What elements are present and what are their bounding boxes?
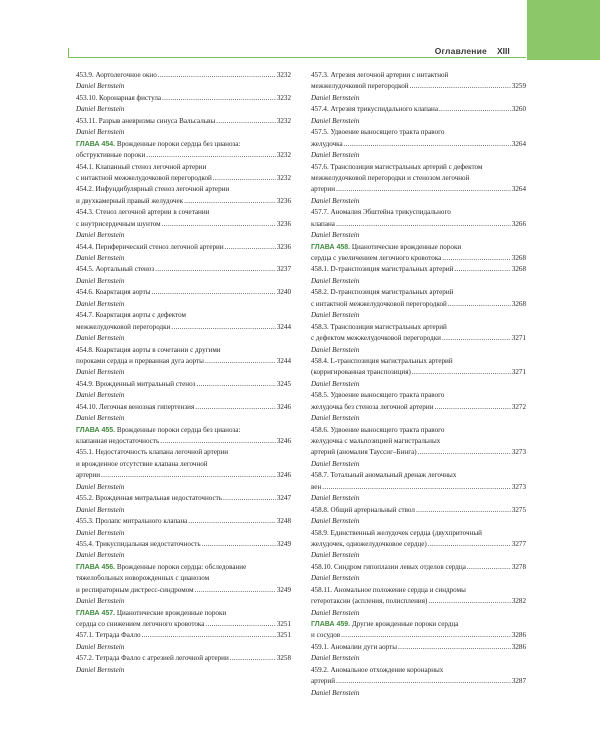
toc-page-number: 3286 xyxy=(511,642,526,651)
toc-text-line: 454.8. Коарктация аорты в сочетании с другими xyxy=(76,345,221,354)
toc-entry-title: с дефектом межжелудочковой перегородки xyxy=(311,334,441,343)
toc-author: Daniel Bernstein xyxy=(311,231,360,240)
toc-entry-title: желудочка без стеноза легочной артерии xyxy=(311,402,434,411)
toc-page-number: 3268 xyxy=(511,299,526,308)
chapter-label: ГЛАВА 458. xyxy=(311,243,351,251)
toc-page-number: 3259 xyxy=(511,82,526,91)
toc-entry-title: 454.5. Аортальный стеноз xyxy=(76,265,155,274)
toc-entry-title: желудочка xyxy=(311,139,343,148)
toc-author: Daniel Bernstein xyxy=(76,231,125,240)
toc-entry-title: с интактной межжелудочковой перегородкой xyxy=(76,173,212,182)
chapter-title: Цианотические врожденные пороки xyxy=(351,242,462,251)
toc-entry[interactable] xyxy=(76,539,291,550)
toc-author: Daniel Bernstein xyxy=(311,345,360,354)
toc-entry[interactable] xyxy=(76,70,291,81)
toc-text-line: 455.1. Недостаточность клапана легочной артерии xyxy=(76,448,228,457)
toc-page-number: 3232 xyxy=(276,71,291,79)
toc-entry-title: артерий xyxy=(311,677,335,686)
toc-entry[interactable] xyxy=(311,81,526,92)
toc-entry[interactable] xyxy=(311,219,526,230)
toc-entry-title: 453.10. Коронарная фистула xyxy=(76,93,162,102)
toc-text-line: 454.1. Клапанный стеноз легочной артерии xyxy=(76,162,207,171)
toc-author: Daniel Bernstein xyxy=(76,128,125,137)
toc-text-line: 454.2. Инфундибулярный стеноз легочной артерии xyxy=(76,185,230,194)
toc-page-number: 3251 xyxy=(276,620,291,628)
toc-entry-title: 454.10. Легочная венозная гипертензия xyxy=(76,402,195,411)
toc-entry[interactable] xyxy=(311,367,526,378)
toc-entry-title: 455.4. Трикуспидальная недостаточность xyxy=(76,539,201,548)
toc-page-number: 3282 xyxy=(511,597,526,606)
toc-leader-dots xyxy=(223,493,276,504)
page-header xyxy=(0,0,600,70)
toc-author: Daniel Bernstein xyxy=(76,334,125,343)
toc-text-line: 458.5. Удвоение выносящего тракта правого xyxy=(311,391,445,400)
toc-leader-dots xyxy=(418,447,511,458)
toc-entry-title: 455.3. Пролапс митрального клапана xyxy=(76,517,188,526)
toc-entry[interactable] xyxy=(311,184,526,195)
toc-text-line: тяжелобольных новорожденных с цианозом xyxy=(76,574,210,583)
toc-text-line: 457.3. Атрезия легочной артерии с интактной xyxy=(311,71,449,79)
toc-chapter-heading xyxy=(76,139,291,150)
toc-entry[interactable] xyxy=(76,402,291,413)
toc-page-number: 3249 xyxy=(276,539,291,548)
toc-text-line: 458.6. Удвоение выносящего тракта правого xyxy=(311,425,445,434)
header-title: Оглавление xyxy=(434,46,487,56)
header-divider xyxy=(68,57,526,58)
toc-author: Daniel Bernstein xyxy=(311,196,360,205)
toc-author: Daniel Bernstein xyxy=(311,494,360,503)
toc-author: Daniel Bernstein xyxy=(311,688,360,697)
toc-leader-dots xyxy=(142,630,276,641)
toc-page-number: 3266 xyxy=(511,219,526,228)
toc-author: Daniel Bernstein xyxy=(76,597,125,606)
toc-leader-dots xyxy=(213,173,276,184)
toc-leader-dots xyxy=(398,642,511,653)
toc-chapter-heading xyxy=(311,242,526,253)
toc-entry-title: 458.8. Общий артериальный ствол xyxy=(311,505,415,514)
toc-author: Daniel Bernstein xyxy=(311,608,360,617)
toc-entry-title: вен xyxy=(311,482,322,491)
toc-leader-dots xyxy=(158,70,276,81)
toc-author: Daniel Bernstein xyxy=(76,665,125,674)
chapter-label: ГЛАВА 459. xyxy=(311,621,351,628)
toc-entry[interactable] xyxy=(311,253,526,264)
toc-leader-dots xyxy=(336,184,511,195)
toc-page-number: 3271 xyxy=(511,334,526,343)
toc-author: Daniel Bernstein xyxy=(311,93,360,102)
toc-entry[interactable] xyxy=(76,116,291,127)
toc-text-line: 458.4. L-транспозиция магистральных артерий xyxy=(311,356,453,365)
chapter-title: Другие врожденные пороки сердца xyxy=(351,620,459,628)
toc-column-right xyxy=(311,70,526,699)
toc-leader-dots xyxy=(442,253,511,264)
toc-page-number: 3286 xyxy=(511,631,526,640)
toc-author: Daniel Bernstein xyxy=(76,299,125,308)
toc-entry-title: артерии xyxy=(311,185,335,194)
toc-text-line: 454.3. Стеноз легочной артерии в сочетании xyxy=(76,208,210,217)
toc-entry-title: желудочек, одножелудочковое сердце) xyxy=(311,539,427,548)
toc-entry[interactable] xyxy=(311,596,526,607)
toc-author: Daniel Bernstein xyxy=(76,528,125,537)
toc-page-number: 3275 xyxy=(511,505,526,514)
toc-entry-title: 454.9. Врожденный митральный стеноз xyxy=(76,379,196,388)
toc-text-line: 457.6. Транспозиция магистральных артерий с дефектом xyxy=(311,162,483,171)
toc-page-number: 3264 xyxy=(511,185,526,194)
toc-page-number: 3248 xyxy=(276,517,291,526)
toc-text-line: 458.2. D-транспозиция магистральных артерий xyxy=(311,288,454,297)
toc-text-line: 454.7. Коарктация аорты с дефектом xyxy=(76,311,187,320)
toc-entry[interactable] xyxy=(311,630,526,641)
toc-page-number: 3268 xyxy=(511,254,526,262)
toc-entry[interactable] xyxy=(76,173,291,184)
toc-leader-dots xyxy=(412,367,511,378)
toc-leader-dots xyxy=(322,482,511,493)
toc-entry[interactable] xyxy=(311,402,526,413)
toc-page-number: 3244 xyxy=(276,356,291,365)
toc-entry[interactable] xyxy=(76,322,291,333)
toc-author: Daniel Bernstein xyxy=(76,105,125,114)
toc-leader-dots xyxy=(205,356,276,367)
toc-page-number: 3246 xyxy=(276,471,291,480)
toc-leader-dots xyxy=(171,322,275,333)
toc-leader-dots xyxy=(336,676,511,687)
toc-leader-dots xyxy=(410,81,511,92)
toc-entry-title: 457.4. Атрезия трикуспидального клапана xyxy=(311,105,438,114)
toc-leader-dots xyxy=(162,93,276,104)
toc-page-number: 3246 xyxy=(276,437,291,445)
toc-entry-title: межжелудочковой перегородки xyxy=(76,322,171,331)
toc-leader-dots xyxy=(196,379,275,390)
toc-page-number: 3232 xyxy=(276,173,291,182)
toc-author: Daniel Bernstein xyxy=(311,151,360,160)
toc-leader-dots xyxy=(442,333,511,344)
toc-entry[interactable] xyxy=(311,539,526,550)
toc-author: Daniel Bernstein xyxy=(311,551,360,560)
toc-entry-title: межжелудочковой перегородкой xyxy=(311,82,409,91)
toc-entry-title: и сосудов xyxy=(311,631,341,640)
toc-author: Daniel Bernstein xyxy=(76,276,125,285)
chapter-label: ГЛАВА 457. xyxy=(76,609,116,617)
toc-leader-dots xyxy=(439,104,511,115)
toc-page-number: 3249 xyxy=(276,585,291,594)
toc-entry[interactable] xyxy=(76,436,291,447)
toc-leader-dots xyxy=(454,264,510,275)
toc-text-line: 457.7. Аномалия Эбштейна трикуспидального xyxy=(311,208,451,217)
toc-entry[interactable] xyxy=(311,264,526,275)
toc-entry-title: 459.1. Аномалии дуги аорты xyxy=(311,642,398,651)
toc-text-line: желудочка с мальпозицией магистральных xyxy=(311,437,441,445)
toc-entry[interactable] xyxy=(76,287,291,298)
toc-page-number: 3260 xyxy=(511,105,526,114)
toc-entry[interactable] xyxy=(76,493,291,504)
toc-entry[interactable] xyxy=(311,299,526,310)
toc-page-number: 3287 xyxy=(511,677,526,686)
toc-leader-dots xyxy=(341,630,511,641)
toc-page-number: 3236 xyxy=(276,219,291,228)
toc-entry-title: 457.1. Тетрада Фалло xyxy=(76,631,141,640)
toc-page-number: 3277 xyxy=(511,539,526,548)
toc-author: Daniel Bernstein xyxy=(76,391,125,400)
toc-text-line: 457.5. Удвоение выносящего тракта правого xyxy=(311,128,445,137)
toc-author: Daniel Bernstein xyxy=(76,82,125,91)
toc-page-number: 3273 xyxy=(511,482,526,491)
toc-author: Daniel Bernstein xyxy=(311,276,360,285)
toc-entry-title: клапана xyxy=(311,219,335,228)
toc-text-line: 458.3. Транспозиция магистральных артерий xyxy=(311,322,447,331)
toc-entry[interactable] xyxy=(311,333,526,344)
toc-author: Daniel Bernstein xyxy=(311,517,360,526)
toc-leader-dots xyxy=(101,470,276,481)
toc-page-number: 3244 xyxy=(276,322,291,331)
toc-leader-dots xyxy=(202,539,276,550)
chapter-label: ГЛАВА 455. xyxy=(76,426,116,434)
toc-text-line: межжелудочковой перегородки и стенозом легочной xyxy=(311,173,470,182)
toc-leader-dots xyxy=(195,585,276,596)
toc-leader-dots xyxy=(155,264,276,275)
toc-leader-dots xyxy=(344,139,511,150)
toc-entry[interactable] xyxy=(76,264,291,275)
toc-entry-title: артерии xyxy=(76,471,100,480)
toc-entry-title: 458.10. Синдром гипоплазии левых отделов сердца xyxy=(311,562,466,571)
toc-leader-dots xyxy=(151,287,275,298)
chapter-label: ГЛАВА 456. xyxy=(76,563,116,571)
toc-entry[interactable] xyxy=(311,505,526,516)
toc-author: Daniel Bernstein xyxy=(76,482,125,491)
toc-page-number: 3268 xyxy=(511,265,526,274)
toc-entry-title: сердца с увеличением легочного кровотока xyxy=(311,254,442,262)
toc-entry-title: 457.2. Тетрада Фалло с атрезией легочной артерии xyxy=(76,654,229,663)
toc-text-line: 458.11. Аномальное положение сердца и синдромы xyxy=(311,585,466,594)
toc-entry[interactable] xyxy=(76,356,291,367)
toc-text-line: 458.9. Единственный желудочек сердца (двухприточный xyxy=(311,528,482,537)
toc-entry-title: (корригированная транспозиция) xyxy=(311,368,411,377)
toc-entry[interactable] xyxy=(311,642,526,653)
toc-page-number: 3258 xyxy=(276,654,291,663)
toc-author: Daniel Bernstein xyxy=(76,414,125,423)
toc-page-number: 3273 xyxy=(511,448,526,457)
toc-page-number: 3246 xyxy=(276,402,291,411)
header-page-number: XIII xyxy=(497,46,510,56)
toc-entry-title: 453.11. Разрыв аневризмы синуса Вальсальвы xyxy=(76,116,216,125)
toc-entry[interactable] xyxy=(311,562,526,573)
toc-column-left xyxy=(76,70,291,676)
toc-leader-dots xyxy=(225,242,276,253)
toc-author: Daniel Bernstein xyxy=(311,116,360,125)
toc-entry[interactable] xyxy=(76,470,291,481)
toc-entry-title: артерий (аномалия Тауссиг–Бинга) xyxy=(311,448,417,457)
toc-entry-title: 454.6. Коарктация аорты xyxy=(76,288,151,297)
toc-entry[interactable] xyxy=(76,93,291,104)
toc-page-number: 3247 xyxy=(276,494,291,503)
toc-author: Daniel Bernstein xyxy=(311,459,360,468)
chapter-title: Цианотические врожденные пороки xyxy=(116,608,227,617)
toc-page-number: 3278 xyxy=(511,562,526,571)
toc-author: Daniel Bernstein xyxy=(311,311,360,320)
toc-entry-title: и респираторным дистресс-синдромом xyxy=(76,585,194,594)
toc-leader-dots xyxy=(146,150,276,161)
toc-entry[interactable] xyxy=(76,242,291,253)
toc-entry[interactable] xyxy=(76,516,291,527)
toc-leader-dots xyxy=(428,539,511,550)
toc-page-number: 3237 xyxy=(276,265,291,274)
toc-leader-dots xyxy=(434,402,510,413)
toc-author: Daniel Bernstein xyxy=(311,379,360,388)
chapter-title: Врожденные пороки сердца: обследование xyxy=(116,562,247,571)
toc-entry[interactable] xyxy=(311,447,526,458)
toc-author: Daniel Bernstein xyxy=(76,505,125,514)
toc-entry-title: и двухкамерный правый желудочек xyxy=(76,196,184,205)
toc-leader-dots xyxy=(428,596,510,607)
toc-leader-dots xyxy=(160,436,276,447)
toc-leader-dots xyxy=(184,196,276,207)
toc-page-number: 3232 xyxy=(276,116,291,125)
toc-entry-title: 458.1. D-транспозиция магистральных артерий xyxy=(311,265,454,274)
toc-entry[interactable] xyxy=(76,630,291,641)
toc-author: Daniel Bernstein xyxy=(76,368,125,377)
toc-leader-dots xyxy=(467,562,511,573)
toc-entry[interactable] xyxy=(311,104,526,115)
toc-entry[interactable] xyxy=(76,585,291,596)
toc-entry-title: клапанная недостаточность xyxy=(76,437,160,445)
toc-page-number: 3236 xyxy=(276,242,291,251)
toc-leader-dots xyxy=(216,116,276,127)
toc-chapter-heading xyxy=(76,425,291,436)
toc-entry[interactable] xyxy=(311,139,526,150)
toc-author: Daniel Bernstein xyxy=(76,551,125,560)
toc-author: Daniel Bernstein xyxy=(311,414,360,423)
toc-entry-title: с внутрисердечным шунтом xyxy=(76,219,161,228)
toc-entry[interactable] xyxy=(76,653,291,664)
toc-page-number: 3271 xyxy=(511,368,526,377)
toc-leader-dots xyxy=(230,653,276,664)
chapter-label: ГЛАВА 454. xyxy=(76,140,116,148)
toc-text-line: и врожденное отсутствие клапана легочной xyxy=(76,459,208,468)
toc-leader-dots xyxy=(416,505,511,516)
toc-entry-title: сердца со снижением легочного кровотока xyxy=(76,620,205,628)
toc-entry[interactable] xyxy=(76,379,291,390)
toc-entry-title: с интактной межжелудочковой перегородкой xyxy=(311,299,447,308)
toc-page-number: 3272 xyxy=(511,402,526,411)
chapter-title: Врожденные пороки сердца без цианоза: xyxy=(116,425,241,434)
toc-entry[interactable] xyxy=(311,482,526,493)
toc-leader-dots xyxy=(188,516,276,527)
toc-page-number: 3245 xyxy=(276,379,291,388)
toc-entry-title: пороками сердца и прерванная дуга аорты xyxy=(76,356,204,365)
toc-entry-title: 453.9. Аортолегочное окно xyxy=(76,71,157,79)
toc-text-line: 458.7. Тотальный аномальный дренаж легочных xyxy=(311,471,457,480)
toc-chapter-heading xyxy=(76,608,291,619)
toc-leader-dots xyxy=(195,402,276,413)
toc-author: Daniel Bernstein xyxy=(76,254,125,262)
toc-text-line: 459.2. Аномальное отхождение коронарных xyxy=(311,665,444,674)
toc-author: Daniel Bernstein xyxy=(311,574,360,583)
toc-entry-title: обструктивные пороки xyxy=(76,151,146,160)
toc-entry[interactable] xyxy=(76,196,291,207)
toc-entry[interactable] xyxy=(311,676,526,687)
toc-page-number: 3240 xyxy=(276,288,291,297)
toc-entry-title: 454.4. Периферический стеноз легочной артерии xyxy=(76,242,224,251)
toc-page-number: 3232 xyxy=(276,93,291,102)
toc-page-number: 3236 xyxy=(276,196,291,205)
toc-leader-dots xyxy=(448,299,511,310)
toc-entry[interactable] xyxy=(76,219,291,230)
toc-leader-dots xyxy=(336,219,511,230)
toc-entry[interactable] xyxy=(76,150,291,161)
toc-leader-dots xyxy=(205,619,275,630)
toc-page-number: 3251 xyxy=(276,631,291,640)
toc-entry[interactable] xyxy=(76,619,291,630)
toc-page-number: 3232 xyxy=(276,151,291,160)
toc-chapter-heading xyxy=(311,619,526,630)
toc-entry-title: гетеротаксии (аспления, полиспления) xyxy=(311,597,428,606)
toc-leader-dots xyxy=(162,219,276,230)
toc-author: Daniel Bernstein xyxy=(76,642,125,651)
toc-chapter-heading xyxy=(76,562,291,573)
toc-page-number: 3264 xyxy=(511,139,526,148)
chapter-title: Врожденные пороки сердца без цианоза: xyxy=(116,139,241,148)
toc-entry-title: 455.2. Врожденная митральная недостаточность xyxy=(76,494,223,503)
toc-author: Daniel Bernstein xyxy=(311,654,360,663)
